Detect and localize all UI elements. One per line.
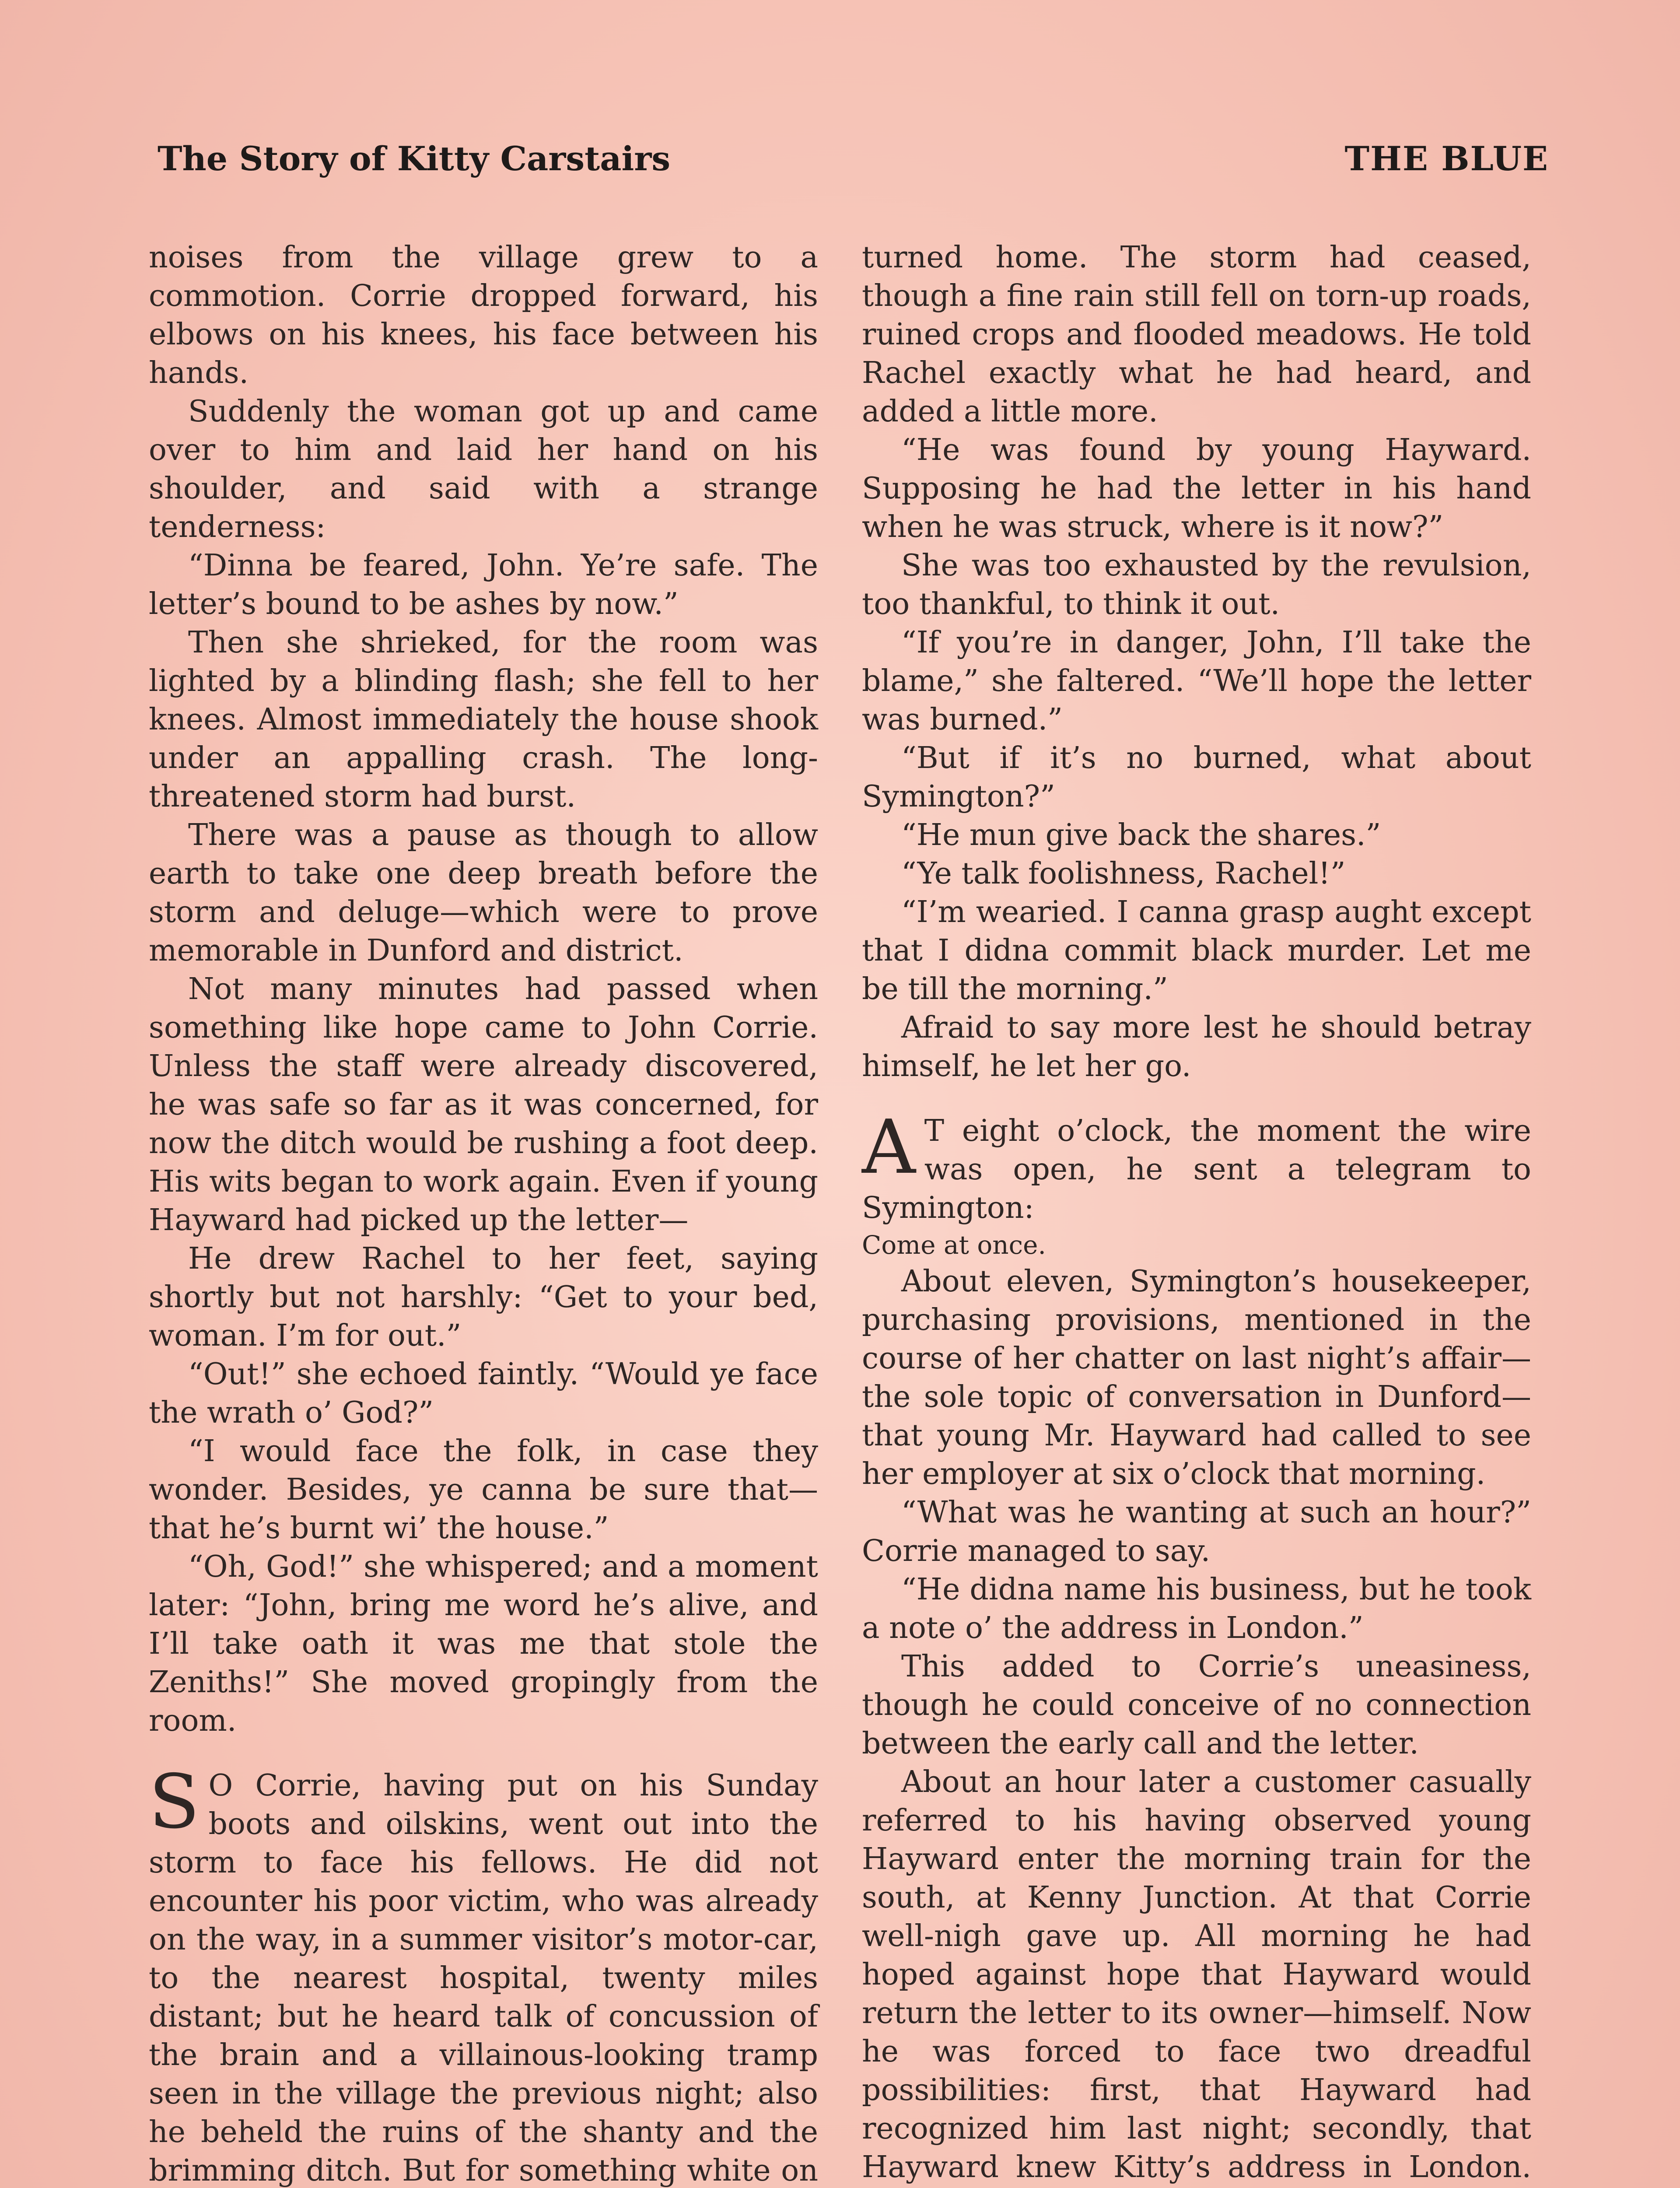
- paragraph: “Oh, God!” she whispered; and a moment later: “John, bring me word he’s alive, and I’ll take oath it was me that stole the Zeniths!” She moved gropingly from the room.: [149, 1550, 818, 1738]
- story-title: The Story of Kitty Carstairs: [158, 139, 671, 178]
- paragraph: “What was he wanting at such an hour?” Corrie managed to say.: [862, 1495, 1531, 1568]
- paragraph: “Ye talk foolishness, Rachel!”: [901, 856, 1346, 891]
- right-column: [862, 238, 1531, 2188]
- paragraph: He drew Rachel to her feet, saying shortly but not harshly: “Get to your bed, woman. I’m for out.”: [149, 1241, 818, 1353]
- paragraph: noises from the village grew to a commotion. Corrie dropped forward, his elbows on his knees, his face between his hands.: [149, 240, 818, 390]
- paragraph: “Dinna be feared, John. Ye’re safe. The letter’s bound to be ashes by now.”: [149, 548, 818, 621]
- paragraph: About eleven, Symington’s housekeeper, purchasing provisions, mentioned in the course of her chatter on last night’s affair—the sole topic of conversation in Dunford—that young Mr. Hayward had called to see her employer at six o’clock that morning.: [862, 1264, 1531, 1491]
- running-header: [158, 139, 1549, 192]
- paragraph: There was a pause as though to allow earth to take one deep breath before the storm and deluge—which were to prove memorable in Dunford and district.: [149, 818, 818, 968]
- paragraph-text: T eight o’clock, the moment the wire was open, he sent a telegram to Symington:: [862, 1114, 1531, 1225]
- paragraph: “I would face the folk, in case they wonder. Besides, ye canna be sure that—that he’s burnt wi’ the house.”: [149, 1434, 818, 1546]
- telegram-text: Come at once.: [862, 1230, 1046, 1260]
- paragraph: She was too exhausted by the revulsion, too thankful, to think it out.: [862, 548, 1531, 621]
- drop-cap: S: [149, 1759, 200, 1845]
- paragraph: “If you’re in danger, John, I’ll take the blame,” she faltered. “We’ll hope the letter was burned.”: [862, 625, 1531, 737]
- paragraph: “Out!” she echoed faintly. “Would ye face the wrath o’ God?”: [149, 1357, 818, 1430]
- paragraph-text: O Corrie, having put on his Sunday boots and oilskins, went out into the storm to face his fellows. He did not encounter his poor victim, who was already on the way, in a summer visitor’s motor-car, to the nearest hospital, twenty miles distant; but he heard talk of concussion of the brain and a villainous-looking tramp seen in the village the previous night; also he beheld the ruins of the shanty and the brimming ditch. But for something white on: [149, 1768, 818, 2188]
- paragraph: “He mun give back the shares.”: [901, 818, 1381, 852]
- paragraph: “He didna name his business, but he took a note o’ the address in London.”: [862, 1572, 1531, 1645]
- paragraph: turned home. The storm had ceased, though a fine rain still fell on torn-up roads, ruined crops and flooded meadows. He told Rachel exactly what he had heard, and added a little more.: [862, 240, 1531, 429]
- paragraph: This added to Corrie’s uneasiness, though he could conceive of no connection between the early call and the letter.: [862, 1649, 1531, 1761]
- drop-cap: A: [862, 1104, 916, 1191]
- paragraph: “I’m wearied. I canna grasp aught except that I didna commit black murder. Let me be till the morning.”: [862, 895, 1531, 1006]
- paragraph: About an hour later a customer casually referred to his having observed young Hayward enter the morning train for the south, at Kenny Junction. At that Corrie well-nigh gave up. All morning he had hoped against hope that Hayward would return the letter to its owner—himself. Now he was forced to face two dreadful possibilities: first, that Hayward had recognized him last night; secondly, that Hayward knew Kitty’s address in London.: [862, 1765, 1531, 2184]
- left-column: [149, 238, 818, 2188]
- section-paragraph: [862, 1104, 1531, 1227]
- paragraph: Then she shrieked, for the room was lighted by a blinding flash; she fell to her knees. Almost immediately the house shook under an appalling crash. The long-threatened storm had burst.: [149, 625, 818, 814]
- paragraph: Suddenly the woman got up and came over to him and laid her hand on his shoulder, and said with a strange tenderness:: [149, 394, 818, 544]
- paragraph: “But if it’s no burned, what about Symington?”: [862, 741, 1531, 814]
- section-paragraph: [149, 1759, 818, 2188]
- paragraph: Afraid to say more lest he should betray himself, he let her go.: [862, 1010, 1531, 1083]
- magazine-name: THE BLUE: [1344, 139, 1549, 178]
- paragraph: Not many minutes had passed when something like hope came to John Corrie. Unless the staff were already discovered, he was safe so far as it was concerned, for now the ditch would be rushing a foot deep. His wits began to work again. Even if young Hayward had picked up the letter—: [149, 972, 818, 1238]
- paragraph: “He was found by young Hayward. Supposing he had the letter in his hand when he was struck, where is it now?”: [862, 433, 1531, 544]
